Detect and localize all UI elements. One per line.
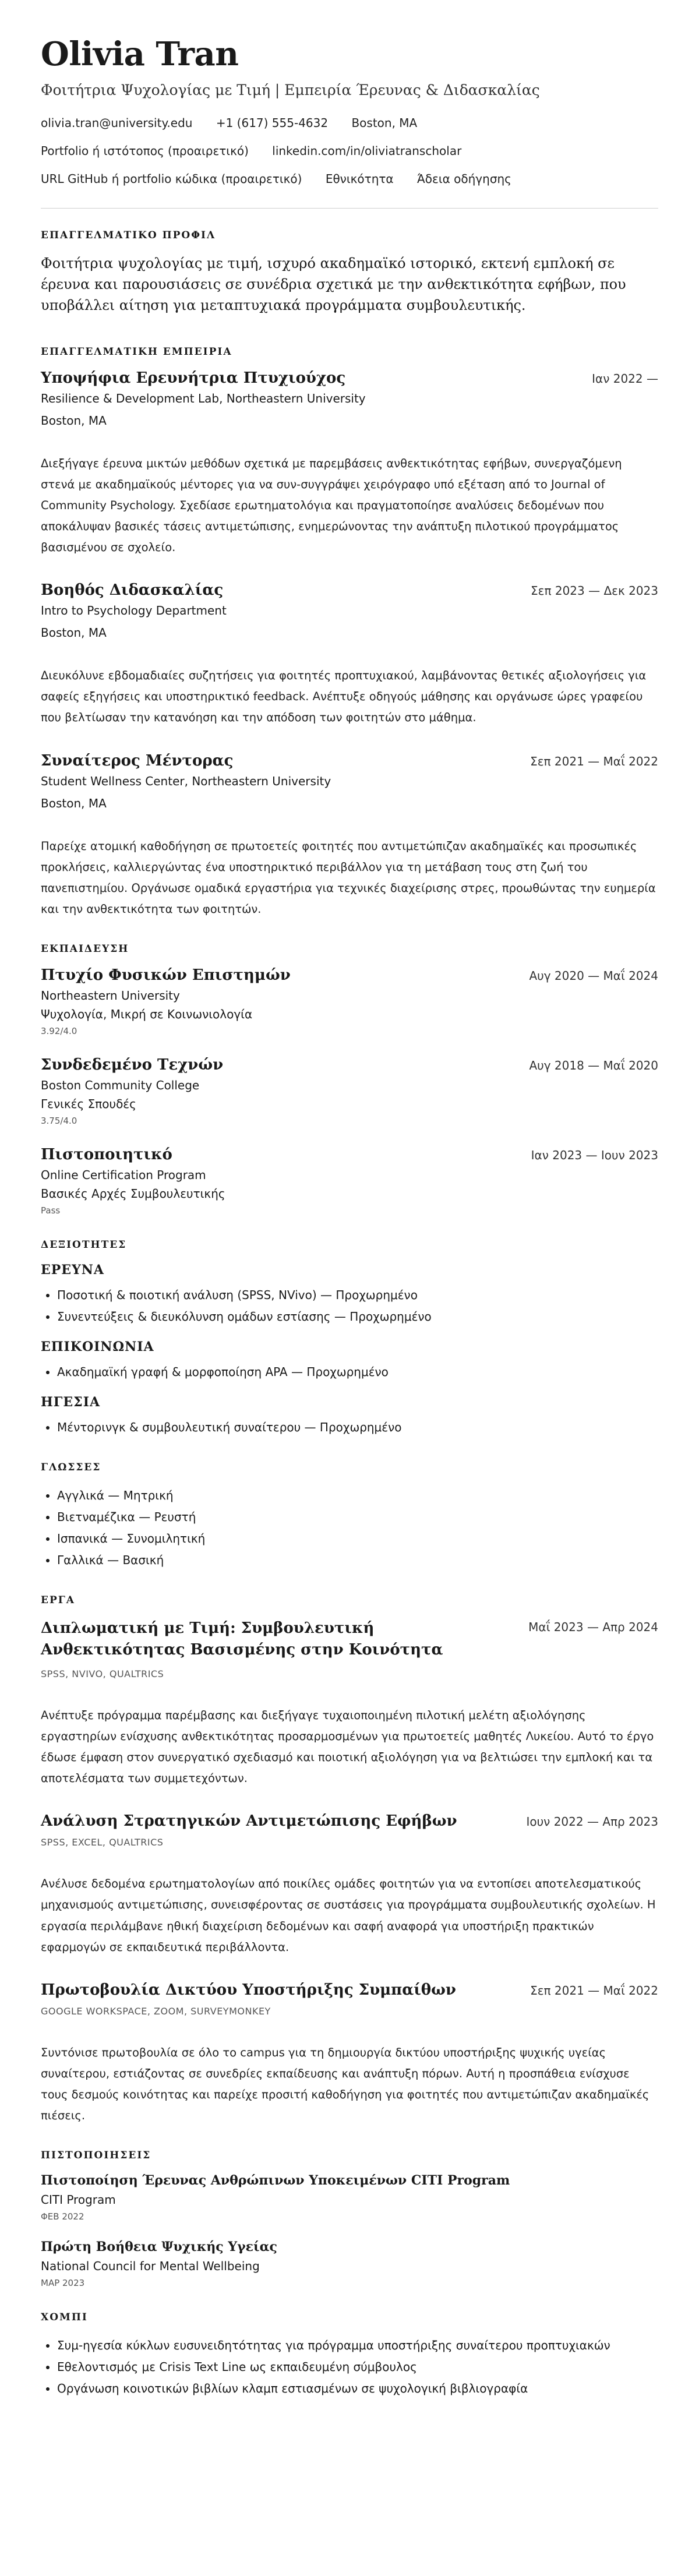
project-title: Πρωτοβουλία Δικτύου Υποστήριξης Συμπαίθων [41,1981,456,1999]
project-entry [41,1618,658,1790]
skill-item: • Ποσοτική & ποιοτική ανάλυση (SPSS, NVivo) — Προχωρημένο [57,1285,658,1306]
certifications-section-title: ΠΙΣΤΟΠΟΙΗΣΕΙΣ [41,2149,151,2161]
experience-entry [41,581,658,728]
degree-field: Γενικές Σπουδές [41,1096,136,1111]
language-list [41,1485,658,1571]
language-item: • Ισπανικά — Συνομιλητική [57,1528,658,1550]
job-date: Σεπ 2023 — Δεκ 2023 [531,584,658,598]
skill-category-title: ΕΠΙΚΟΙΝΩΝΙΑ [41,1339,154,1354]
language-item: • Βιετναμέζικα — Ρευστή [57,1506,658,1528]
project-entry [41,1981,658,2126]
skills-section-title: ΔΕΞΙΟΤΗΤΕΣ [41,1238,127,1251]
degree-date: Αυγ 2018 — Μαΐ 2020 [529,1058,658,1072]
job-organization: Intro to Psychology Department [41,604,227,618]
hobby-item: • Συμ-ηγεσία κύκλων ευσυνειδητότητας για πρόγραμμα υποστήριξης συναίτερου προπτυχιακών [57,2335,658,2356]
project-title: Ανάλυση Στρατηγικών Αντιμετώπισης Εφήβων [41,1812,457,1830]
linkedin-link[interactable]: linkedin.com/in/oliviatranscholar [272,144,462,158]
skill-list [41,1361,658,1383]
project-description: Συντόνισε πρωτοβουλία σε όλο το campus για τη δημιουργία δικτύου υποστήριξης ψυχικής υγείας συναίτερου, εστιάζοντας σε συνεδρίες εκπαίδευσης και ανάπτυξη πόρων. Αυτή η προσπάθεια ενίσχυσε τους δεσμούς κοινότητας και παρείχε προσιτή καθοδήγηση για φοιτητές που αντιμετώπιζαν ακαδημαϊκές πιέσεις. [41,2045,649,2122]
profile-section-title: ΕΠΑΓΓΕΛΜΑΤΙΚΟ ΠΡΟΦΙΛ [41,230,216,241]
education-section [41,943,658,1216]
degree-title: Συνδεδεμένο Τεχνών [41,1056,224,1074]
experience-entry [41,752,658,920]
degree-field: Ψυχολογία, Μικρή σε Κοινωνιολογία [41,1007,253,1021]
skill-category-title: ΕΡΕΥΝΑ [41,1262,104,1278]
project-title: Διπλωματική με Τιμή: Συμβουλευτική Ανθεκτικότητας Βασισμένης στην Κοινότητα [41,1619,443,1659]
job-location: Boston, MA [41,626,107,640]
job-description: Διεξήγαγε έρευνα μικτών μεθόδων σχετικά με παρεμβάσεις ανθεκτικότητας εφήβων, συνεργαζόμενη στενά με ακαδημαϊκούς μέντορες για να συν-συγγράψει χειρόγραφο υπό εξέταση από το Journal of Community Psychology. Σχεδίασε ερωτηματολόγια και πραγματοποίησε αναλύσεις δεδομένων που αποκάλυψαν βασικές τάσεις αντιμετώπισης, ενημερώνοντας την ανάπτυξη πιλοτικού προγράμματος βασισμένου σε σχολείο. [41,457,622,555]
contact-row-primary [41,116,658,130]
skill-list [41,1417,658,1438]
school-name: Online Certification Program [41,1167,206,1182]
job-organization: Resilience & Development Lab, Northeastern University [41,391,366,405]
certification-title: Πιστοποίηση Έρευνας Ανθρώπινων Υποκειμένων CITI Program [41,2172,510,2188]
certification-date: ΦΕΒ 2022 [41,2211,84,2222]
project-description: Ανέπτυξε πρόγραμμα παρέμβασης και διεξήγαγε τυχαιοποιημένη πιλοτική μελέτη αξιολόγησης εργαστηρίων ενίσχυσης ανθεκτικότητας προσαρμοσμένων για πρωτοετείς μαθητές Λυκείου. Αυτό το έργο έδωσε έμφαση στον συνεργατικό σχεδιασμό και ποιοτική αξιολόγηση για να βελτιώσει την εμπλοκή και τα αποτελέσματα των συμμετεχόντων. [41,1709,654,1785]
experience-section-title: ΕΠΑΓΓΕΛΜΑΤΙΚΗ ΕΜΠΕΙΡΙΑ [41,346,232,358]
job-location: Boston, MA [41,414,107,428]
school-name: Boston Community College [41,1078,200,1092]
contact-row-extra [41,172,658,186]
degree-grade: Pass [41,1205,61,1216]
project-date: Μαΐ 2023 — Απρ 2024 [528,1619,658,1634]
skill-item: • Μέντορινγκ & συμβουλευτική συναίτερου — Προχωρημένο [57,1417,658,1438]
portfolio-link[interactable]: Portfolio ή ιστότοπος (προαιρετικό) [41,144,249,158]
project-tech: SPSS, EXCEL, QUALTRICS [41,1837,164,1848]
projects-section-title: ΕΡΓΑ [41,1594,75,1606]
skill-item: • Ακαδημαϊκή γραφή & μορφοποίηση APA — Προχωρημένο [57,1361,658,1383]
email-link[interactable]: olivia.tran@university.edu [41,116,193,130]
profile-summary: Φοιτήτρια ψυχολογίας με τιμή, ισχυρό ακαδημαϊκό ιστορικό, εκτενή εμπλοκή σε έρευνα και παρουσιάσεις σε συνέδρια σχετικά με την ανθεκτικότητα εφήβων, που υποβάλλει αίτηση για μεταπτυχιακά προγράμματα συμβουλευτικής. [41,255,626,313]
github-link[interactable]: URL GitHub ή portfolio κώδικα (προαιρετικό) [41,172,302,186]
hobbies-section [41,2312,658,2399]
job-date: Σεπ 2021 — Μαΐ 2022 [530,754,658,768]
education-entry [41,966,658,1036]
job-description: Διευκόλυνε εβδομαδιαίες συζητήσεις για φοιτητές προπτυχιακού, λαμβάνοντας θετικές αξιολογήσεις για σαφείς εξηγήσεις και υποστηρικτικό feedback. Ανέπτυξε οδηγούς μάθησης και οργάνωσε ώρες γραφείου που βελτίωσαν την κατανόηση και την απόδοση των φοιτητών στο μάθημα. [41,669,647,725]
project-date: Σεπ 2021 — Μαΐ 2022 [530,1983,658,1998]
hobby-item: • Οργάνωση κοινοτικών βιβλίων κλαμπ εστιασμένων σε ψυχολογική βιβλιογραφία [57,2378,658,2399]
education-entry [41,1146,658,1216]
language-item: • Γαλλικά — Βασική [57,1550,658,1571]
education-entry [41,1056,658,1126]
certification-entry [41,2239,658,2288]
experience-entry [41,369,658,558]
skill-list [41,1285,658,1328]
job-title: Υποψήφια Ερευνήτρια Πτυχιούχος [41,369,346,387]
job-description: Παρείχε ατομική καθοδήγηση σε πρωτοετείς φοιτητές που αντιμετώπιζαν ακαδημαϊκές και προσωπικές προκλήσεις, καλλιεργώντας ένα υποστηρικτικό περιβάλλον για τη μετάβαση τους στη ζωή του πανεπιστημίου. Οργάνωσε ομαδικά εργαστήρια για τεχνικές διαχείρισης στρες, προωθώντας την ευημερία και την ανθεκτικότητα των φοιτητών. [41,839,656,916]
languages-section-title: ΓΛΩΣΣΕΣ [41,1461,101,1473]
job-location: Boston, MA [41,796,107,810]
degree-grade: 3.92/4.0 [41,1025,77,1036]
skill-item: • Συνεντεύξεις & διευκόλυνση ομάδων εστίασης — Προχωρημένο [57,1306,658,1328]
project-tech: SPSS, NVIVO, QUALTRICS [41,1668,164,1680]
skills-section [41,1239,658,1438]
project-date: Ιουν 2022 — Απρ 2023 [526,1815,658,1829]
certification-entry [41,2173,658,2222]
certification-issuer: CITI Program [41,2192,116,2207]
header-divider [41,208,658,209]
project-description: Ανέλυσε δεδομένα ερωτηματολογίων από ποικίλες ομάδες φοιτητών για να εντοπίσει αποτελεσματικούς μηχανισμούς αντιμετώπισης, συνεισφέροντας σε συστάσεις για προγράμματα συμβουλευτικής σχολείων. Η εργασία περιλάμβανε ηθική διαχείριση δεδομένων και σαφή αναφορά για υποστήριξη πρακτικών εφαρμογών σε εκπαιδευτικά περιβάλλοντα. [41,1877,656,1954]
hobby-list [41,2335,658,2399]
certifications-section [41,2150,658,2288]
license-text: Άδεια οδήγησης [416,172,511,186]
nationality-text: Εθνικότητα [325,172,394,186]
certification-date: ΜΑΡ 2023 [41,2277,85,2288]
job-date: Ιαν 2022 — [592,372,658,386]
candidate-name: Olivia Tran [41,35,239,73]
degree-title: Πιστοποιητικό [41,1145,172,1163]
hobby-item: • Εθελοντισμός με Crisis Text Line ως εκπαιδευμένη σύμβουλος [57,2356,658,2378]
phone-text: +1 (617) 555-4632 [216,116,329,130]
degree-title: Πτυχίο Φυσικών Επιστημών [41,966,291,984]
job-organization: Student Wellness Center, Northeastern University [41,774,331,788]
hobbies-section-title: ΧΟΜΠΙ [41,2311,88,2323]
project-tech: GOOGLE WORKSPACE, ZOOM, SURVEYMONKEY [41,2005,271,2017]
project-entry [41,1812,658,1957]
contact-row-links [41,144,658,158]
degree-field: Βασικές Αρχές Συμβουλευτικής [41,1186,225,1201]
education-section-title: ΕΚΠΑΙΔΕΥΣΗ [41,943,129,955]
languages-section [41,1462,658,1571]
school-name: Northeastern University [41,988,180,1003]
degree-date: Ιαν 2023 — Ιουν 2023 [531,1148,658,1162]
location-text: Boston, MA [351,116,418,130]
degree-date: Αυγ 2020 — Μαΐ 2024 [529,968,658,983]
skill-category-title: ΗΓΕΣΙΑ [41,1394,101,1410]
certification-title: Πρώτη Βοήθεια Ψυχικής Υγείας [41,2239,277,2254]
language-item: • Αγγλικά — Μητρική [57,1485,658,1506]
certification-issuer: National Council for Mental Wellbeing [41,2259,260,2273]
degree-grade: 3.75/4.0 [41,1115,77,1126]
job-title: Συναίτερος Μέντορας [41,751,234,770]
headline: Φοιτήτρια Ψυχολογίας με Τιμή | Εμπειρία Έρευνας & Διδασκαλίας [41,82,540,98]
job-title: Βοηθός Διδασκαλίας [41,581,224,599]
